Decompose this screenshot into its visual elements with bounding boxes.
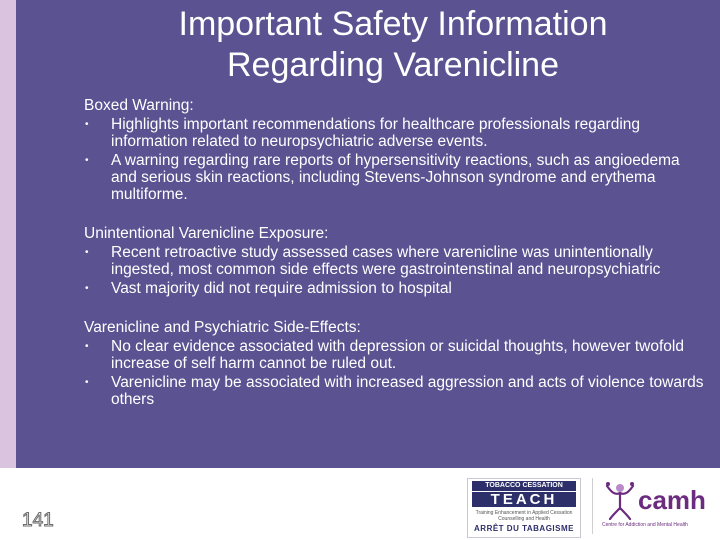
bullet-icon: •	[85, 247, 89, 258]
teach-logo-bottom-text: ARRÊT DU TABAGISME	[474, 524, 574, 533]
bullet-list	[84, 244, 709, 297]
teach-logo	[467, 478, 581, 538]
slide-number: 141	[22, 510, 54, 531]
list-item	[84, 338, 709, 372]
bullet-text: A warning regarding rare reports of hypersensitivity reactions, such as angioedema and serious skin reactions, including Stevens-Johnson syndrome and erythema multiforme.	[111, 152, 680, 203]
slide-title	[66, 4, 720, 86]
list-item	[84, 152, 709, 203]
left-accent-bar	[16, 0, 66, 468]
teach-logo-word: TEACH	[472, 492, 576, 507]
bullet-text: Recent retroactive study assessed cases where varenicline was unintentionally ingested, most common side effects were gastrointenstinal and neuropsychiatric	[111, 244, 661, 278]
slide-title-line-1: Important Safety Information	[178, 5, 608, 43]
section-unintentional-exposure	[84, 225, 709, 297]
bullet-text: Vast majority did not require admission to hospital	[111, 280, 452, 297]
list-item	[84, 374, 709, 408]
bullet-list	[84, 338, 709, 408]
left-stripe	[0, 0, 16, 468]
bullet-icon: •	[85, 119, 89, 130]
bullet-text: Highlights important recommendations for healthcare professionals regarding information related to neuropsychiatric adverse events.	[111, 116, 640, 150]
teach-logo-top-text: TOBACCO CESSATION	[472, 481, 576, 491]
list-item	[84, 244, 709, 278]
bullet-text: No clear evidence associated with depression or suicidal thoughts, however twofold increase of self harm cannot be ruled out.	[111, 338, 684, 372]
section-heading: Unintentional Varenicline Exposure:	[84, 225, 329, 242]
camh-logo-subtitle: Centre for Addiction and Mental Health	[602, 522, 688, 528]
section-boxed-warning	[84, 97, 709, 203]
section-heading: Boxed Warning:	[84, 97, 194, 114]
camh-logo-word: camh	[638, 485, 706, 515]
slide-title-line-2: Regarding Varenicline	[226, 46, 559, 84]
bullet-icon: •	[85, 283, 89, 294]
bullet-icon: •	[85, 377, 89, 388]
section-heading: Varenicline and Psychiatric Side-Effects:	[84, 319, 361, 336]
teach-logo-subtitle: Training Enhancement in Applied Cessation Counselling and Health	[475, 510, 573, 522]
bullet-icon: •	[85, 155, 89, 166]
camh-logo	[600, 478, 716, 536]
section-psychiatric-side-effects	[84, 319, 709, 408]
logo-divider	[592, 478, 593, 534]
bullet-list	[84, 116, 709, 203]
bullet-text: Varenicline may be associated with increased aggression and acts of violence towards others	[111, 374, 704, 408]
list-item	[84, 116, 709, 150]
slide-content	[84, 97, 709, 430]
bullet-icon: •	[85, 341, 89, 352]
camh-figure-icon	[602, 480, 638, 520]
left-stripe-bottom	[0, 468, 16, 540]
list-item	[84, 280, 709, 297]
